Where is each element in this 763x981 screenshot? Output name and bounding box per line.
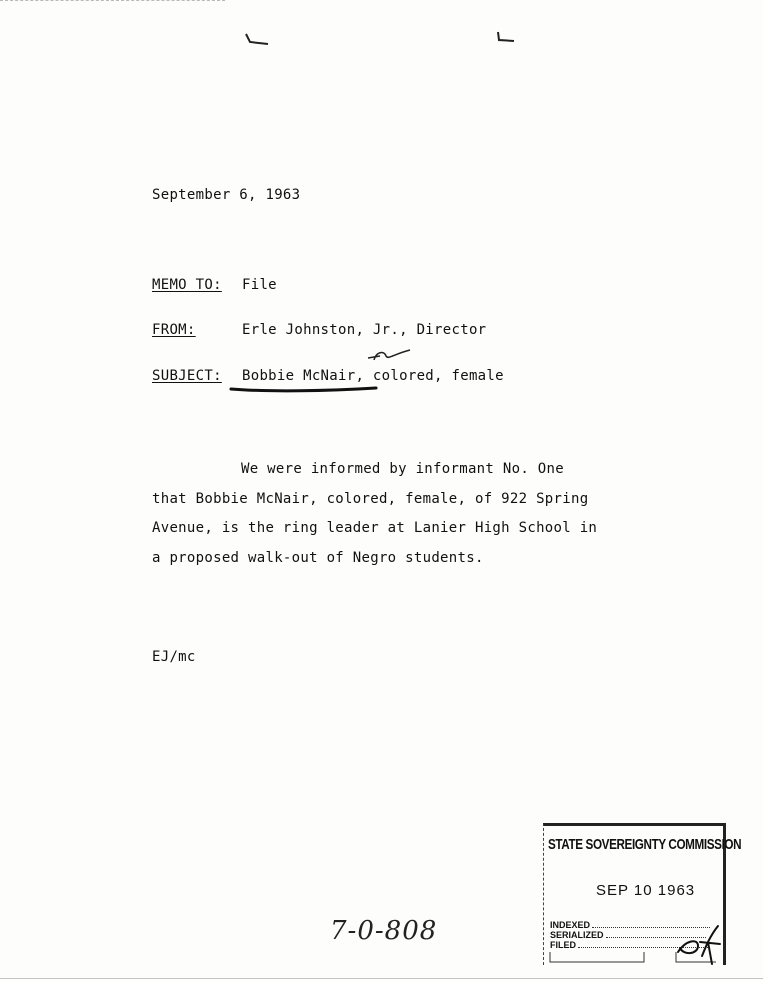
handwritten-underline bbox=[228, 384, 380, 394]
stamp-title: STATE SOVEREIGNTY COMMISSION bbox=[548, 836, 742, 853]
from-value: Erle Johnston, Jr., Director bbox=[242, 322, 487, 338]
subject-label: SUBJECT: bbox=[152, 368, 222, 384]
stamp-filed-label: FILED bbox=[550, 940, 576, 950]
stamp-indexed-label: INDEXED bbox=[550, 920, 591, 930]
from-label: FROM: bbox=[152, 322, 196, 338]
corner-mark-left bbox=[244, 32, 270, 46]
memo-to-value: File bbox=[242, 277, 277, 293]
file-number: 7-0-808 bbox=[330, 916, 438, 946]
subject-value: Bobbie McNair, colored, female bbox=[242, 368, 504, 384]
top-edge-line bbox=[0, 0, 225, 1]
handwritten-initials-mark bbox=[672, 922, 724, 968]
body-line: a proposed walk-out of Negro students. bbox=[152, 549, 484, 566]
body-line: that Bobbie McNair, colored, female, of 922 Spring bbox=[152, 490, 589, 507]
bottom-edge-line bbox=[0, 978, 763, 979]
body-line: We were informed by informant No. One bbox=[241, 461, 564, 477]
memo-date: September 6, 1963 bbox=[152, 187, 301, 203]
corner-mark-right bbox=[496, 30, 516, 44]
memo-to-label: MEMO TO: bbox=[152, 277, 222, 293]
memo-body bbox=[152, 455, 622, 573]
stamp-serialized-label: SERIALIZED bbox=[550, 930, 604, 940]
stamp-date: SEP 10 1963 bbox=[596, 882, 696, 899]
body-line: Avenue, is the ring leader at Lanier High School in bbox=[152, 520, 598, 536]
commission-stamp bbox=[543, 823, 742, 965]
handwritten-slash-mark bbox=[366, 346, 416, 366]
typist-initials: EJ/mc bbox=[152, 649, 196, 665]
